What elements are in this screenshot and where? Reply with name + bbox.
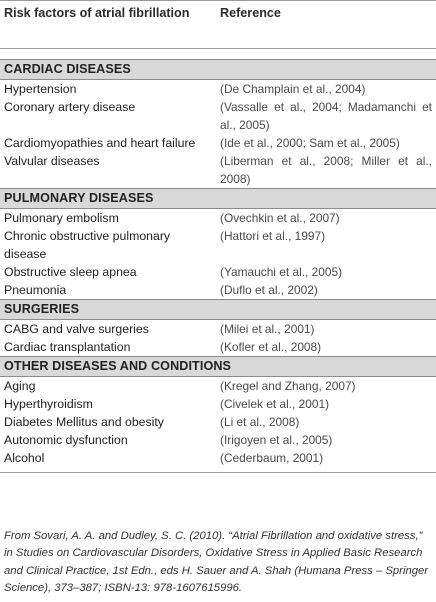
risk-factor-cell: Valvular diseases (4, 154, 100, 168)
table-row (0, 98, 436, 134)
section-header: OTHER DISEASES AND CONDITIONS (0, 356, 436, 377)
risk-factor-cell: Alcohol (4, 451, 45, 465)
table-bottom-rule (0, 472, 436, 473)
risk-factor-cell: Pneumonia (4, 283, 67, 297)
reference-cell: (Kregel and Zhang, 2007) (220, 379, 356, 393)
table-row (0, 320, 436, 338)
risk-factor-cell: Autonomic dysfunction (4, 433, 128, 447)
table-row (0, 377, 436, 395)
reference-cell: (Kofler et al., 2008) (220, 340, 322, 354)
reference-cell: (Irigoyen et al., 2005) (220, 433, 333, 447)
reference-cell: (Liberman et al., 2008; Miller et al., 2008) (220, 154, 432, 186)
risk-factor-cell: Hypertension (4, 82, 77, 96)
section-header: PULMONARY DISEASES (0, 188, 436, 209)
table-row (0, 227, 436, 263)
risk-factor-cell: Hyperthyroidism (4, 397, 93, 411)
section-header: CARDIAC DISEASES (0, 59, 436, 80)
header-risk-factors: Risk factors of atrial fibrillation (4, 6, 190, 20)
table-footnote: From Sovari, A. A. and Dudley, S. C. (2010). “Atrial Fibrillation and oxidative stress,” in Studies on Cardiovascular Disorders, Oxidative Stress in Applied Basic Research and Clinical Practice, 1st Edn., eds H. Sauer and A. Shah (Humana Press – Springer Science), 373–387; ISBN-13: 978-1607615996. (4, 530, 429, 594)
table-row (0, 80, 436, 98)
reference-cell: (Yamauchi et al., 2005) (220, 265, 343, 279)
section-header: SURGERIES (0, 299, 436, 320)
reference-cell: (Milei et al., 2001) (220, 322, 315, 336)
table-row (0, 209, 436, 227)
reference-cell: (De Champlain et al., 2004) (220, 82, 366, 96)
reference-cell: (Civelek et al., 2001) (220, 397, 330, 411)
table-header (0, 0, 436, 48)
reference-cell: (Hattori et al., 1997) (220, 229, 326, 243)
risk-factor-cell: Chronic obstructive pulmonary disease (4, 229, 171, 261)
risk-factor-cell: Aging (4, 379, 36, 393)
risk-factor-cell: Diabetes Mellitus and obesity (4, 415, 164, 429)
risk-factor-cell: CABG and valve surgeries (4, 322, 149, 336)
reference-cell: (Li et al., 2008) (220, 415, 300, 429)
table-row (0, 449, 436, 467)
table-row (0, 413, 436, 431)
reference-cell: (Vassalle et al., 2004; Madamanchi et al., 2005) (220, 100, 432, 132)
reference-cell: (Ide et al., 2000; Sam et al., 2005) (220, 136, 400, 150)
reference-cell: (Ovechkin et al., 2007) (220, 211, 340, 225)
table-row (0, 281, 436, 299)
table-row (0, 263, 436, 281)
table-row (0, 152, 436, 188)
risk-factor-cell: Cardiac transplantation (4, 340, 131, 354)
risk-factor-cell: Coronary artery disease (4, 100, 136, 114)
risk-factor-cell: Pulmonary embolism (4, 211, 119, 225)
risk-factor-cell: Cardiomyopathies and heart failure (4, 136, 196, 150)
table-row (0, 134, 436, 152)
header-divider (0, 48, 436, 59)
risk-factor-cell: Obstructive sleep apnea (4, 265, 137, 279)
reference-cell: (Cederbaum, 2001) (220, 451, 324, 465)
table-row (0, 338, 436, 356)
table-row (0, 395, 436, 413)
reference-cell: (Duflo et al., 2002) (220, 283, 318, 297)
table-body (0, 59, 436, 467)
table-row (0, 431, 436, 449)
header-reference: Reference (220, 6, 281, 20)
